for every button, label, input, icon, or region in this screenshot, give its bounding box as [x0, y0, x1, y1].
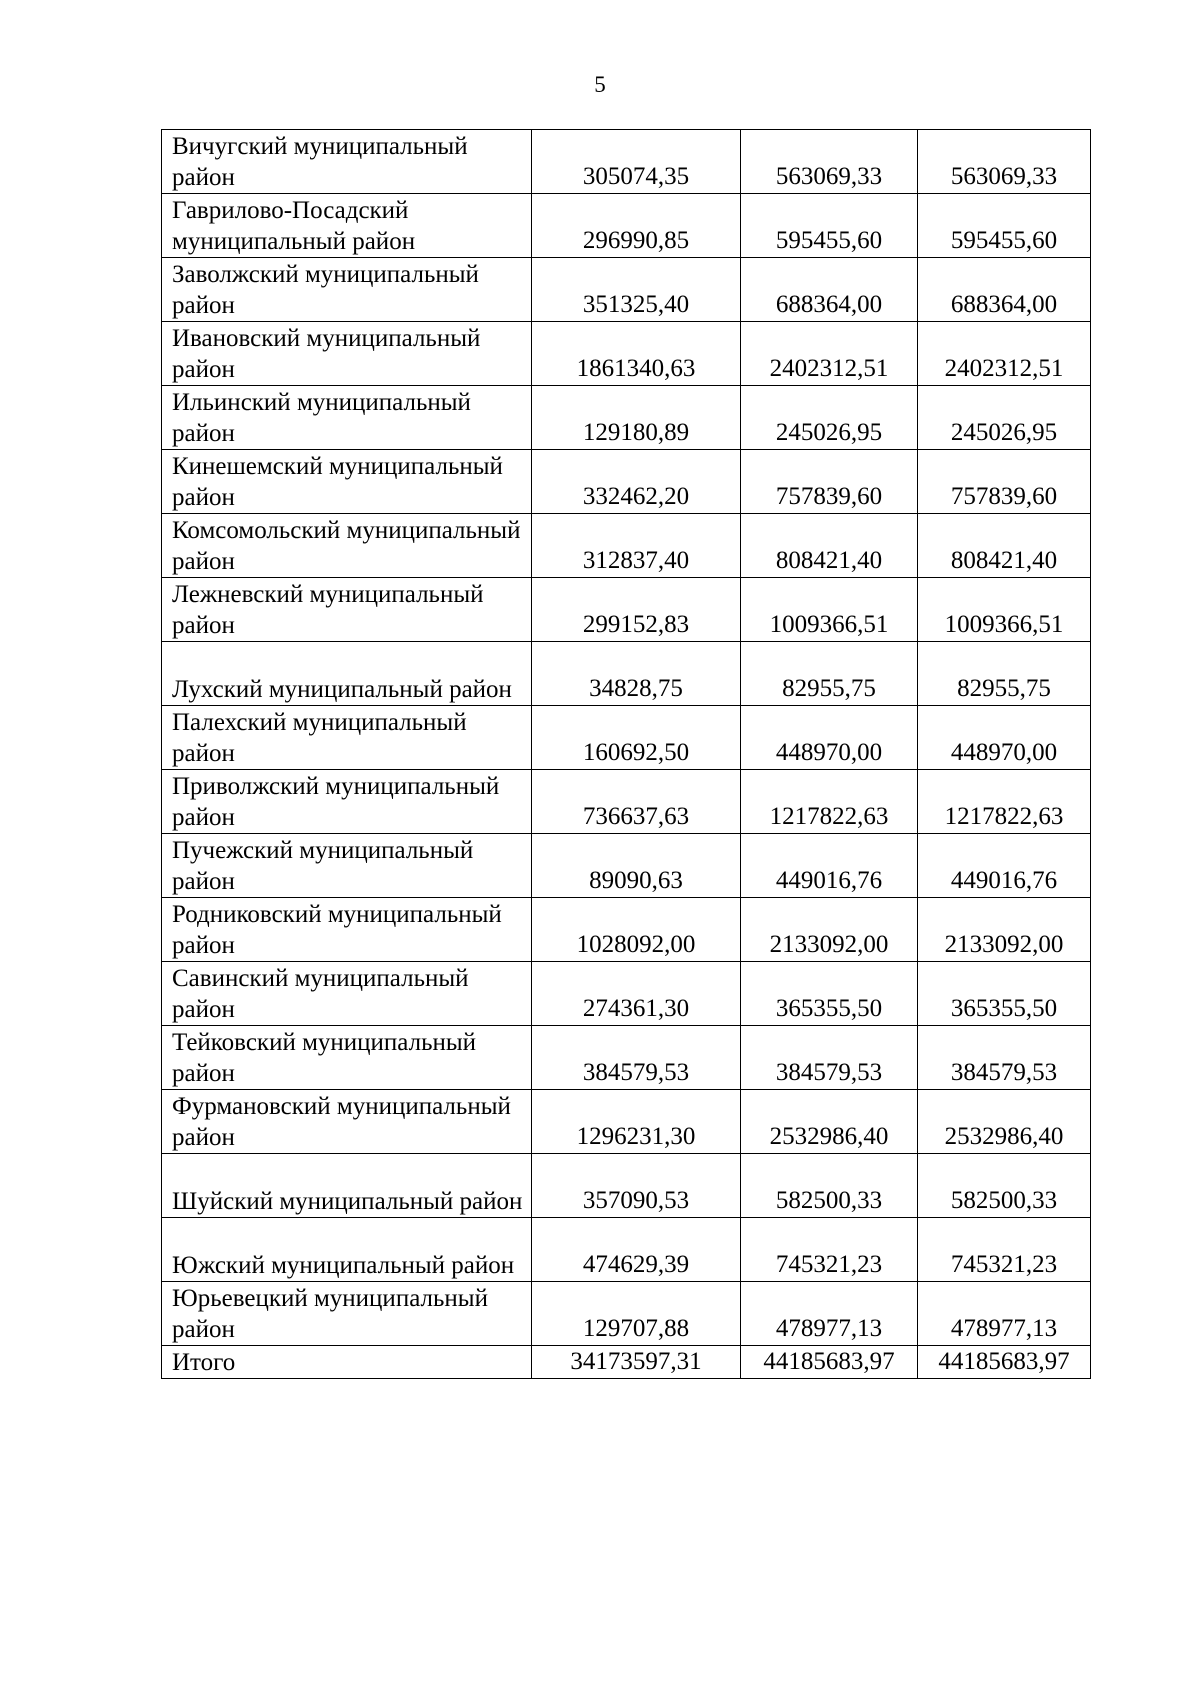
value-2: 2402312,51	[741, 322, 918, 386]
district-name: Заволжский муниципальный район	[162, 258, 532, 322]
value-3: 2133092,00	[918, 898, 1091, 962]
table-row	[162, 962, 1091, 1026]
value-3: 449016,76	[918, 834, 1091, 898]
total-value-3: 44185683,97	[918, 1346, 1091, 1379]
table-row	[162, 450, 1091, 514]
table-row	[162, 834, 1091, 898]
value-3: 245026,95	[918, 386, 1091, 450]
value-1: 332462,20	[532, 450, 741, 514]
value-2: 595455,60	[741, 194, 918, 258]
value-3: 745321,23	[918, 1218, 1091, 1282]
district-name: Шуйский муниципальный район	[162, 1154, 532, 1218]
table-row	[162, 1026, 1091, 1090]
value-3: 448970,00	[918, 706, 1091, 770]
table-body	[162, 130, 1091, 1379]
table-row	[162, 386, 1091, 450]
value-3: 82955,75	[918, 642, 1091, 706]
district-name: Кинешемский муниципальный район	[162, 450, 532, 514]
value-2: 478977,13	[741, 1282, 918, 1346]
value-2: 1217822,63	[741, 770, 918, 834]
value-2: 2532986,40	[741, 1090, 918, 1154]
value-1: 736637,63	[532, 770, 741, 834]
district-name: Тейковский муниципальный район	[162, 1026, 532, 1090]
value-2: 384579,53	[741, 1026, 918, 1090]
value-1: 305074,35	[532, 130, 741, 194]
value-2: 757839,60	[741, 450, 918, 514]
table-row	[162, 1218, 1091, 1282]
value-3: 2402312,51	[918, 322, 1091, 386]
value-3: 365355,50	[918, 962, 1091, 1026]
district-name: Савинский муниципальный район	[162, 962, 532, 1026]
table-row	[162, 194, 1091, 258]
value-1: 129707,88	[532, 1282, 741, 1346]
value-3: 757839,60	[918, 450, 1091, 514]
district-name: Фурмановский муниципальный район	[162, 1090, 532, 1154]
value-1: 129180,89	[532, 386, 741, 450]
value-1: 474629,39	[532, 1218, 741, 1282]
value-3: 1217822,63	[918, 770, 1091, 834]
value-1: 1861340,63	[532, 322, 741, 386]
district-name: Приволжский муниципальный район	[162, 770, 532, 834]
district-name: Пучежский муниципальный район	[162, 834, 532, 898]
value-1: 357090,53	[532, 1154, 741, 1218]
table-row	[162, 322, 1091, 386]
value-3: 808421,40	[918, 514, 1091, 578]
total-label: Итого	[162, 1346, 532, 1379]
value-1: 312837,40	[532, 514, 741, 578]
district-name: Юрьевецкий муниципальный район	[162, 1282, 532, 1346]
value-3: 563069,33	[918, 130, 1091, 194]
table-row	[162, 770, 1091, 834]
total-value-2: 44185683,97	[741, 1346, 918, 1379]
value-1: 351325,40	[532, 258, 741, 322]
district-name: Лежневский муниципальный район	[162, 578, 532, 642]
district-name: Палехский муниципальный район	[162, 706, 532, 770]
value-3: 384579,53	[918, 1026, 1091, 1090]
value-3: 688364,00	[918, 258, 1091, 322]
district-name: Гаврилово-Посадский муниципальный район	[162, 194, 532, 258]
value-1: 274361,30	[532, 962, 741, 1026]
table-row	[162, 514, 1091, 578]
district-name: Ильинский муниципальный район	[162, 386, 532, 450]
value-2: 688364,00	[741, 258, 918, 322]
table-row	[162, 258, 1091, 322]
table-row	[162, 1282, 1091, 1346]
table-row	[162, 1090, 1091, 1154]
value-1: 34828,75	[532, 642, 741, 706]
value-1: 1028092,00	[532, 898, 741, 962]
value-1: 299152,83	[532, 578, 741, 642]
value-3: 478977,13	[918, 1282, 1091, 1346]
value-2: 365355,50	[741, 962, 918, 1026]
district-name: Южский муниципальный район	[162, 1218, 532, 1282]
district-name: Родниковский муниципальный район	[162, 898, 532, 962]
table-row	[162, 642, 1091, 706]
value-1: 160692,50	[532, 706, 741, 770]
total-value-1: 34173597,31	[532, 1346, 741, 1379]
value-1: 296990,85	[532, 194, 741, 258]
value-3: 2532986,40	[918, 1090, 1091, 1154]
table-row	[162, 130, 1091, 194]
district-name: Ивановский муниципальный район	[162, 322, 532, 386]
value-3: 595455,60	[918, 194, 1091, 258]
table-row	[162, 578, 1091, 642]
district-name: Вичугский муниципальный район	[162, 130, 532, 194]
value-2: 582500,33	[741, 1154, 918, 1218]
value-2: 448970,00	[741, 706, 918, 770]
district-name: Комсомольский муниципальный район	[162, 514, 532, 578]
value-2: 245026,95	[741, 386, 918, 450]
page-number: 5	[594, 72, 606, 97]
value-1: 384579,53	[532, 1026, 741, 1090]
value-2: 563069,33	[741, 130, 918, 194]
table-row	[162, 898, 1091, 962]
value-2: 745321,23	[741, 1218, 918, 1282]
value-3: 582500,33	[918, 1154, 1091, 1218]
budget-table	[161, 129, 1091, 1379]
value-2: 2133092,00	[741, 898, 918, 962]
value-2: 82955,75	[741, 642, 918, 706]
value-2: 1009366,51	[741, 578, 918, 642]
table-row	[162, 1154, 1091, 1218]
value-2: 449016,76	[741, 834, 918, 898]
value-3: 1009366,51	[918, 578, 1091, 642]
value-1: 1296231,30	[532, 1090, 741, 1154]
value-1: 89090,63	[532, 834, 741, 898]
table-row	[162, 706, 1091, 770]
district-name: Лухский муниципальный район	[162, 642, 532, 706]
value-2: 808421,40	[741, 514, 918, 578]
table-total-row	[162, 1346, 1091, 1379]
